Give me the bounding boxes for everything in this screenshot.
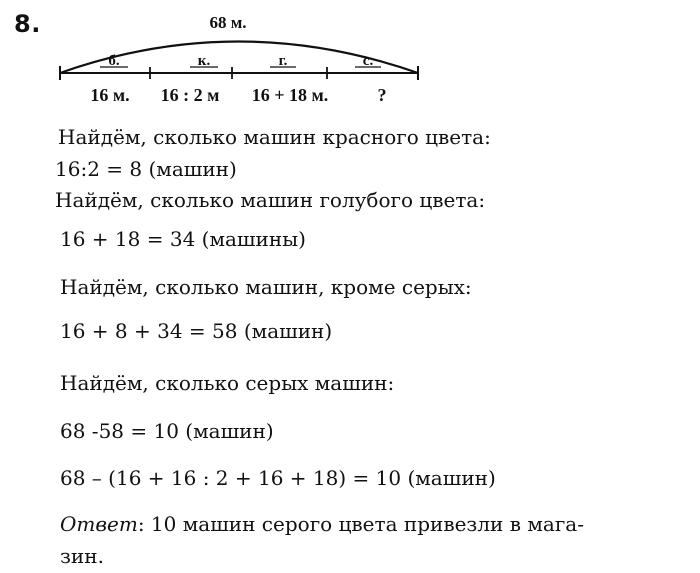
solution-line-6: 16 + 8 + 34 = 58 (машин) bbox=[60, 319, 333, 343]
answer-line bbox=[60, 514, 584, 534]
answer-continuation: зин. bbox=[60, 544, 104, 568]
segment-value-s: ? bbox=[377, 85, 387, 105]
solution-line-5: Найдём, сколько машин, кроме серых: bbox=[60, 275, 472, 299]
solution-line-1: Найдём, сколько машин красного цвета: bbox=[58, 125, 491, 149]
solution-line-7: Найдём, сколько серых машин: bbox=[60, 371, 395, 395]
segment-value-b: 16 м. bbox=[90, 85, 130, 105]
solution-line-3: Найдём, сколько машин голубого цвета: bbox=[55, 188, 486, 212]
segment-value-k: 16 : 2 м bbox=[160, 85, 220, 105]
solution-line-2: 16:2 = 8 (машин) bbox=[55, 157, 237, 181]
segment-label-s: с. bbox=[362, 53, 374, 69]
solution-line-9: 68 – (16 + 16 : 2 + 16 + 18) = 10 (машин) bbox=[60, 466, 496, 490]
segment-label-g: г. bbox=[278, 53, 288, 69]
segment-diagram bbox=[0, 0, 700, 110]
solution-line-4: 16 + 18 = 34 (машины) bbox=[60, 227, 306, 251]
segment-label-b: б. bbox=[108, 53, 120, 69]
answer-label: Ответ bbox=[60, 512, 138, 536]
segment-label-k: к. bbox=[197, 53, 211, 69]
problem-number: 8. bbox=[14, 10, 41, 38]
solution-line-8: 68 -58 = 10 (машин) bbox=[60, 419, 274, 443]
answer-text: : 10 машин серого цвета привезли в мага- bbox=[137, 512, 584, 536]
total-label: 68 м. bbox=[209, 13, 247, 32]
segment-value-g: 16 + 18 м. bbox=[251, 85, 329, 105]
